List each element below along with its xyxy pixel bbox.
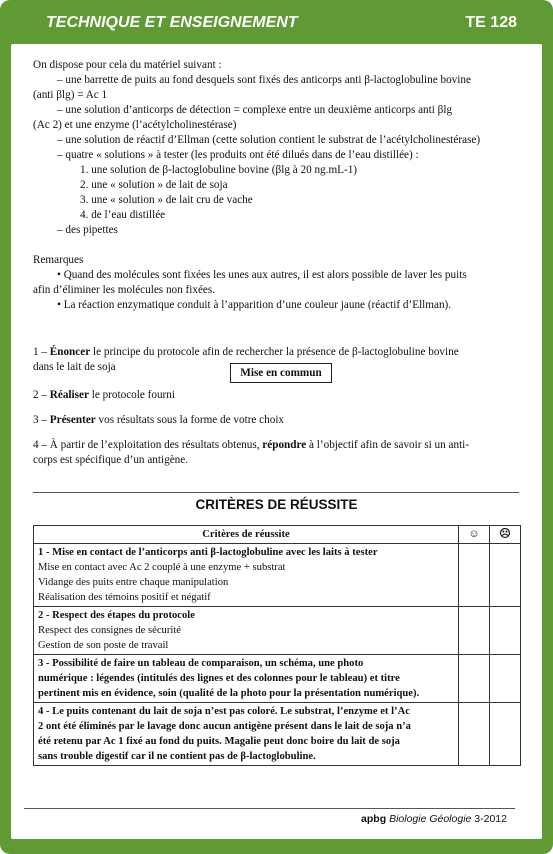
criteria-line: sans trouble digestif car il ne contient pas de β-lactoglobuline. [38,751,316,762]
frown-checkbox[interactable] [490,655,521,703]
smile-icon: ☺ [459,526,490,544]
footer-rule [24,808,515,809]
smile-checkbox[interactable] [459,544,490,607]
q1-text: le principe du protocole afin de rechercher la présence de β-lactoglobuline bovine [90,346,459,358]
solution-item: 4. de l’eau distillée [80,209,166,221]
q1-verb: Énoncer [49,346,91,358]
solution-item: 2. une « solution » de lait de soja [80,179,228,191]
frown-checkbox[interactable] [490,703,521,766]
criteria-line: Mise en contact avec Ac 2 couplé à une enzyme + substrat [38,562,286,573]
question-4 [33,438,469,453]
criteria-cell [34,655,459,703]
q2-number: 2 – [33,389,50,401]
q4-text-b: à l’objectif afin de savoir si un anti- [306,439,470,451]
table-row [34,544,521,607]
q4-text-a: 4 – À partir de l’exploitation des résultats obtenus, [33,439,263,451]
criteria-title: CRITÈRES DE RÉUSSITE [195,497,358,512]
remarks-title: Remarques [33,254,84,266]
criteria-line: Respect des consignes de sécurité [38,625,181,636]
criteria-line: Vidange des puits entre chaque manipulation [38,577,229,588]
material-line: (Ac 2) et une enzyme (l’acétylcholinestérase) [33,119,237,131]
smile-checkbox[interactable] [459,607,490,655]
criteria-heading: 1 - Mise en contact de l’anticorps anti β-lactoglobuline avec les laits à tester [38,547,378,558]
q2-verb: Réaliser [49,389,89,401]
criteria-col-header: Critères de réussite [34,526,459,544]
criteria-line: Gestion de son poste de travail [38,640,169,651]
q1-number: 1 – [33,346,50,358]
q2-text: le protocole fourni [88,389,175,401]
footer-brand: apbg [361,813,387,825]
question-1-cont: dans le lait de soja [33,361,116,373]
table-row [34,607,521,655]
mise-en-commun-box: Mise en commun [230,363,332,383]
footer-issue: 3-2012 [474,813,507,825]
criteria-line: Réalisation des témoins positif et négatif [38,592,211,603]
page-header [0,0,553,44]
criteria-heading: 4 - Le puits contenant du lait de soja n’est pas coloré. Le substrat, l’enzyme et l’Ac [38,706,410,717]
material-line: – une solution d’anticorps de détection = complexe entre un deuxième anticorps anti βlg [57,104,453,116]
footer-journal: Biologie Géologie [389,813,472,825]
criteria-cell [34,703,459,766]
criteria-heading: 2 - Respect des étapes du protocole [38,610,195,621]
question-2 [33,388,175,403]
frown-icon: ☹ [490,526,521,544]
table-row [34,655,521,703]
criteria-line: pertinent mis en évidence, soin (qualité de la photo pour la présentation numérique). [38,688,420,699]
solution-item: 1. une solution de β-lactoglobuline bovine (βlg à 20 ng.mL-1) [80,164,358,176]
frown-checkbox[interactable] [490,544,521,607]
remark-line: • Quand des molécules sont fixées les unes aux autres, il est alors possible de laver les puits [57,269,467,281]
material-line: – une barrette de puits au fond desquels sont fixés des anticorps anti β-lactoglobuline bovine [57,74,471,86]
remark-line: • La réaction enzymatique conduit à l’apparition d’une couleur jaune (réactif d’Ellman). [57,299,452,311]
intro-text: On dispose pour cela du matériel suivant : [33,59,222,71]
criteria-line: 2 ont été éliminés par le lavage donc aucun antigène présent dans le lait de soja n’a [38,721,411,732]
criteria-line: été retenu par Ac 1 fixé au fond du puits. Magalie peut donc boire du lait de soja [38,736,400,747]
smile-checkbox[interactable] [459,655,490,703]
material-line: (anti βlg) = Ac 1 [33,89,108,101]
question-1 [33,345,459,360]
criteria-heading: 3 - Possibilité de faire un tableau de comparaison, un schéma, une photo [38,658,364,669]
q3-number: 3 – [33,414,50,426]
q3-verb: Présenter [49,414,96,426]
section-title: TECHNIQUE ET ENSEIGNEMENT [46,14,298,31]
material-line: – des pipettes [57,224,118,236]
material-line: – quatre « solutions » à tester (les produits ont été dilués dans de l’eau distillée) : [57,149,419,161]
remark-line: afin d’éliminer les molécules non fixées. [33,284,216,296]
table-row [34,703,521,766]
divider [33,492,519,493]
question-3 [33,413,284,428]
question-4-cont: corps est spécifique d’un antigène. [33,454,189,466]
frown-checkbox[interactable] [490,607,521,655]
criteria-table [33,525,521,766]
smile-checkbox[interactable] [459,703,490,766]
article-code: TE 128 [465,14,517,31]
material-line: – une solution de réactif d’Ellman (cette solution contient le substrat de l’acétylcholinestérase) [57,134,481,146]
criteria-cell [34,544,459,607]
q3-text: vos résultats sous la forme de votre choix [95,414,285,426]
solution-item: 3. une « solution » de lait cru de vache [80,194,253,206]
page-footer [361,813,507,825]
table-header-row [34,526,521,544]
q4-verb: répondre [262,439,307,451]
criteria-line: numérique : légendes (intitulés des lignes et des colonnes pour le tableau) et titre [38,673,400,684]
criteria-cell [34,607,459,655]
